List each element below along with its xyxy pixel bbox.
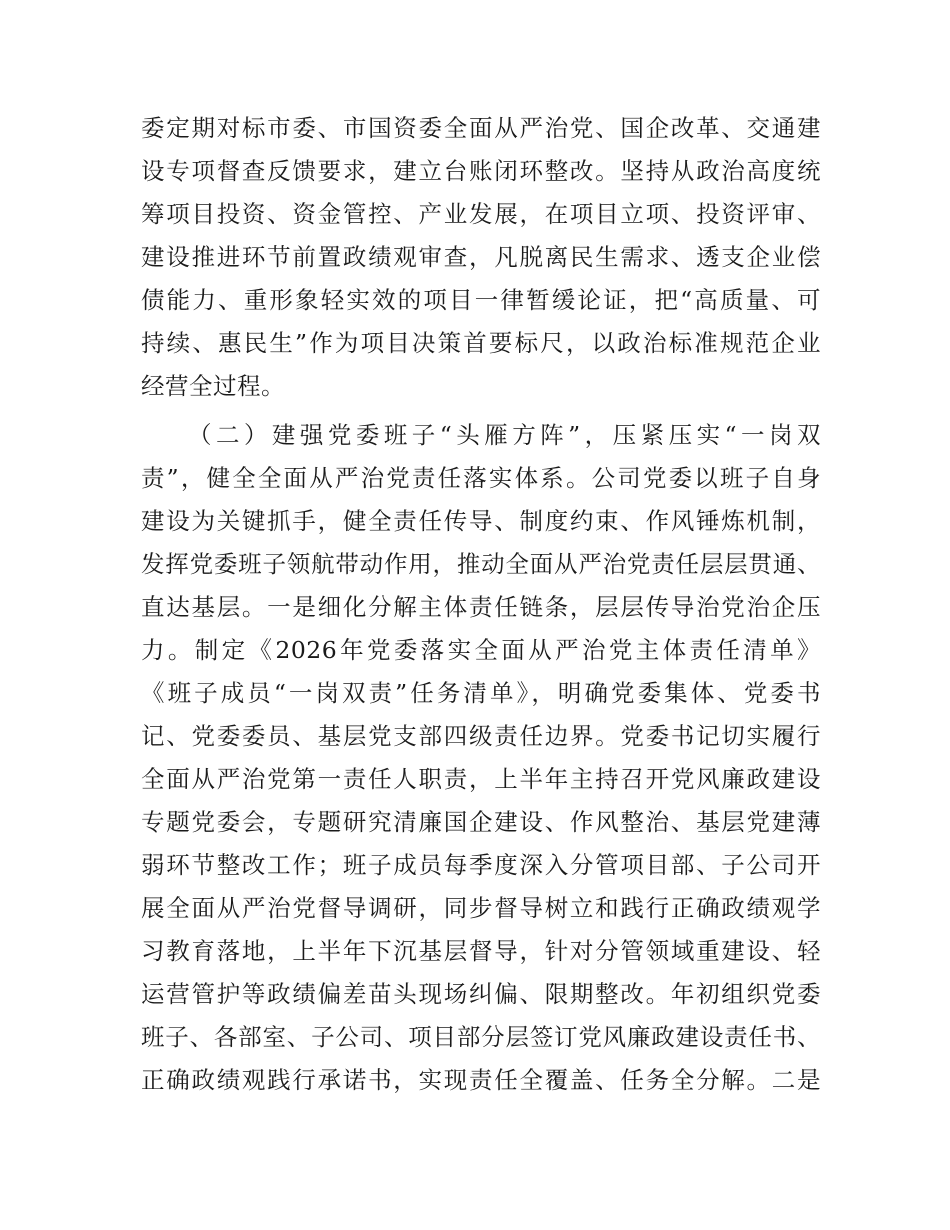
paragraph-2-line-5: 直达基层。一是细化分解主体责任链条，层层传导治党治企压 (141, 593, 821, 621)
paragraph-1-line-4: 建设推进环节前置政绩观审查，凡脱离民生需求、透支企业偿 (141, 243, 821, 271)
paragraph-2-line-7: 《班子成员“一岗双责”任务清单》，明确党委集体、党委书 (141, 679, 821, 707)
paragraph-1-line-1: 委定期对标市委、市国资委全面从严治党、国企改革、交通建 (141, 114, 821, 142)
paragraph-1-line-5: 债能力、重形象轻实效的项目一律暂缓论证，把“高质量、可 (141, 286, 821, 314)
paragraph-2-line-13: 习教育落地，上半年下沉基层督导，针对分管领域重建设、轻 (141, 937, 821, 965)
paragraph-1-line-7: 经营全过程。 (141, 372, 285, 400)
paragraph-2-line-15: 班子、各部室、子公司、项目部分层签订党风廉政建设责任书、 (141, 1023, 821, 1051)
paragraph-2-line-12: 展全面从严治党督导调研，同步督导树立和践行正确政绩观学 (141, 894, 821, 922)
paragraph-2-line-1: （二）建强党委班子“头雁方阵”，压紧压实“一岗双 (188, 421, 821, 449)
paragraph-1-line-6: 持续、惠民生”作为项目决策首要标尺，以政治标准规范企业 (141, 329, 821, 357)
paragraph-2-line-2: 责”，健全全面从严治党责任落实体系。公司党委以班子自身 (141, 464, 821, 492)
paragraph-2-line-16: 正确政绩观践行承诺书，实现责任全覆盖、任务全分解。二是 (141, 1066, 821, 1094)
paragraph-1-line-3: 筹项目投资、资金管控、产业发展，在项目立项、投资评审、 (141, 200, 821, 228)
paragraph-2-line-4: 发挥党委班子领航带动作用，推动全面从严治党责任层层贯通、 (141, 550, 821, 578)
paragraph-2-line-9: 全面从严治党第一责任人职责，上半年主持召开党风廉政建设 (141, 765, 821, 793)
paragraph-1-line-2: 设专项督查反馈要求，建立台账闭环整改。坚持从政治高度统 (141, 157, 821, 185)
paragraph-2-line-3: 建设为关键抓手，健全责任传导、制度约束、作风锤炼机制， (141, 507, 821, 535)
paragraph-2-line-6: 力。制定《2026年党委落实全面从严治党主体责任清单》 (141, 636, 821, 664)
paragraph-2-line-14: 运营管护等政绩偏差苗头现场纠偏、限期整改。年初组织党委 (141, 980, 821, 1008)
paragraph-2-line-11: 弱环节整改工作；班子成员每季度深入分管项目部、子公司开 (141, 851, 821, 879)
paragraph-2-line-10: 专题党委会，专题研究清廉国企建设、作风整治、基层党建薄 (141, 808, 821, 836)
paragraph-2-line-8: 记、党委委员、基层党支部四级责任边界。党委书记切实履行 (141, 722, 821, 750)
